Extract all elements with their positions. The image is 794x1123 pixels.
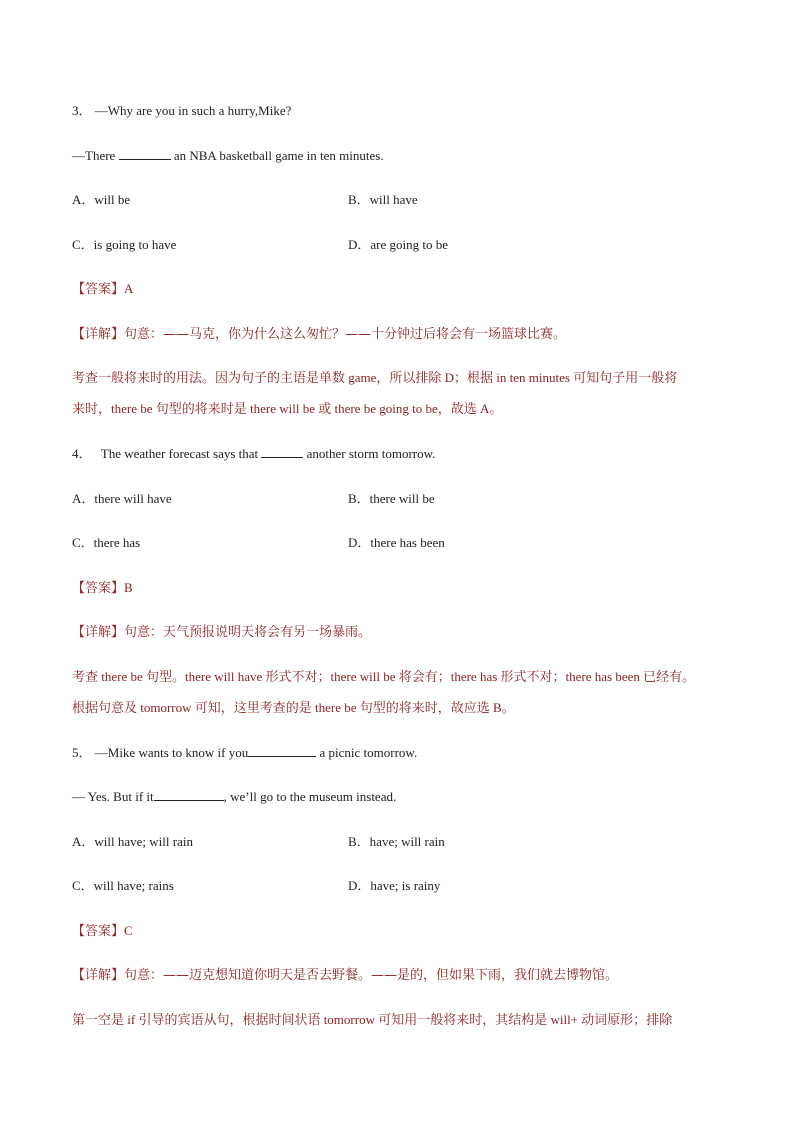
q5-option-d: D．have; is rainy [348, 878, 441, 893]
q5-explain-line1: 第一空是 if 引导的宾语从句，根据时间状语 tomorrow 可知用一般将来时，其结构是 will+ 动词原形；排除 [72, 1012, 673, 1027]
q4-answer-label: 【答案】 [72, 581, 125, 596]
q4-option-d: D．there has been [348, 535, 445, 550]
q5-answer-blank-2 [154, 788, 224, 801]
q5-detail-label: 【详解】 [72, 968, 125, 983]
q5-detail-text: 句意：——迈克想知道你明天是否去野餐。——是的，但如果下雨，我们就去博物馆。 [124, 968, 619, 983]
q4-stem-post: another storm tomorrow. [306, 446, 436, 461]
q3-answer-blank [119, 147, 171, 160]
q4-option-a: A．there will have [72, 491, 172, 506]
q5-number: 5． [72, 745, 92, 760]
q3-answer-value: A [124, 281, 134, 296]
q4-answer [72, 579, 133, 598]
q3-option-a: A．will be [72, 192, 131, 207]
q3-option-b: B．will have [348, 192, 418, 207]
q3-stem-line1 [72, 102, 291, 120]
q5-option-a: A．will have; will rain [72, 834, 193, 849]
q3-stem2-pre: —There [72, 148, 116, 163]
q5-stem-line2 [72, 788, 396, 806]
q4-stem-line [72, 445, 435, 463]
q4-option-b: B．there will be [348, 491, 435, 506]
q5-option-b: B．have; will rain [348, 834, 445, 849]
q3-option-d: D．are going to be [348, 237, 449, 252]
q3-answer-label: 【答案】 [72, 282, 125, 297]
q5-stem2-post: , we’ll go to the museum instead. [223, 789, 397, 804]
q4-answer-value: B [124, 580, 133, 595]
q3-detail-label: 【详解】 [72, 327, 125, 342]
q3-explain-line2: 来时，there be 句型的将来时是 there will be 或 there be going to be，故选 A。 [72, 401, 503, 416]
q3-number: 3． [72, 103, 92, 118]
q4-stem-pre: The weather forecast says that [100, 446, 259, 461]
q5-stem1-pre: —Mike wants to know if you [94, 745, 249, 760]
q5-stem1-post: a picnic tomorrow. [319, 745, 418, 760]
q5-stem2-pre: — Yes. But if it [72, 789, 154, 804]
q3-explain-line1: 考查一般将来时的用法。因为句子的主语是单数 game，所以排除 D；根据 in ten minutes 可知句子用一般将 [72, 370, 678, 385]
q4-option-c: C．there has [72, 535, 141, 550]
q5-answer-label: 【答案】 [72, 924, 125, 939]
q5-stem-line1 [72, 744, 417, 762]
q3-option-c: C．is going to have [72, 237, 177, 252]
q3-detail-text: 句意：——马克，你为什么这么匆忙？——十分钟过后将会有一场篮球比赛。 [124, 327, 567, 342]
q4-number: 4． [72, 446, 92, 461]
q5-answer-blank-1 [248, 744, 316, 757]
q5-detail [72, 966, 618, 985]
q3-stem-line2 [72, 147, 384, 165]
q5-option-c: C．will have; rains [72, 878, 174, 893]
q5-answer-value: C [124, 923, 133, 938]
q4-detail-text: 句意：天气预报说明天将会有另一场暴雨。 [124, 625, 372, 640]
q3-answer [72, 280, 133, 299]
q4-explain-line2: 根据句意及 tomorrow 可知，这里考查的是 there be 句型的将来时，故应选 B。 [72, 700, 515, 715]
q4-explain-line1: 考查 there be 句型。there will have 形式不对；there will be 将会有；there has 形式不对；there has been 已经有。 [72, 669, 696, 684]
q3-stem2-post: an NBA basketball game in ten minutes. [173, 148, 384, 163]
q3-detail [72, 325, 566, 344]
q4-detail [72, 623, 371, 642]
q3-stem1: —Why are you in such a hurry,Mike? [94, 103, 292, 118]
q4-detail-label: 【详解】 [72, 625, 125, 640]
q5-answer [72, 922, 133, 941]
q4-answer-blank [261, 445, 303, 458]
